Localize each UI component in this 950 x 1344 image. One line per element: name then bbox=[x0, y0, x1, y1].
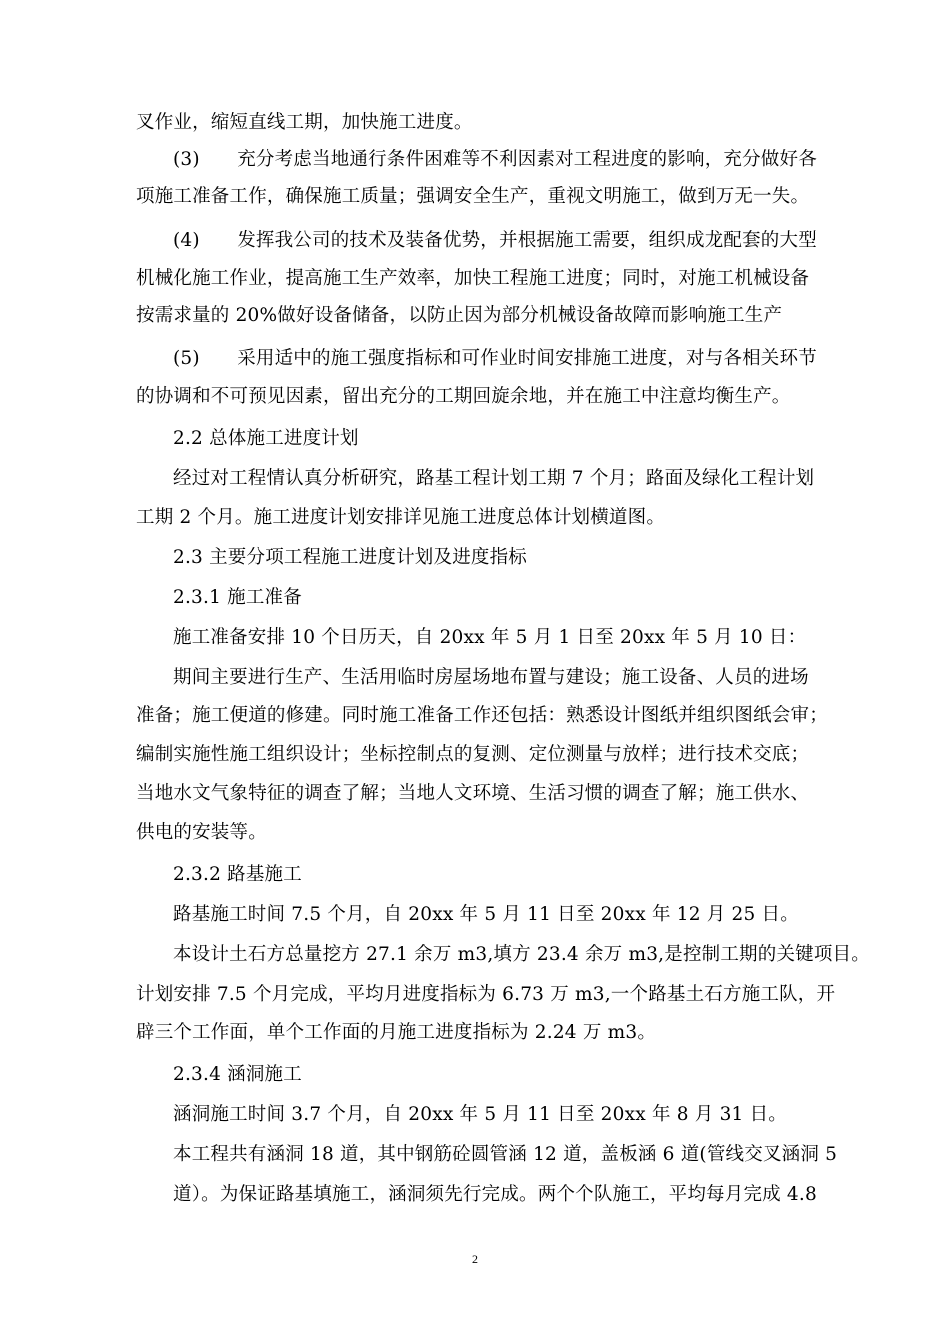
text-line: 准备；施工便道的修建。同时施工准备工作还包括：熟悉设计图纸并组织图纸会审； bbox=[136, 705, 828, 726]
text-line: 本设计土石方总量挖方 27.1 余万 m3,填方 23.4 余万 m3,是控制工期的关键项目。 bbox=[173, 944, 870, 965]
page-number: 2 bbox=[472, 1252, 478, 1266]
section-heading: 2.3.2 路基施工 bbox=[173, 864, 302, 885]
text-line: 机械化施工作业，提高施工生产效率，加快工程施工进度；同时，对施工机械设备 bbox=[136, 268, 810, 289]
text-line: 道）。为保证路基填施工，涵洞须先行完成。两个个队施工，平均每月完成 4.8 bbox=[173, 1184, 817, 1205]
text-line: 按需求量的 20%做好设备储备，以防止因为部分机械设备故障而影响施工生产 bbox=[136, 305, 783, 326]
text-line: 编制实施性施工组织设计；坐标控制点的复测、定位测量与放样；进行技术交底； bbox=[136, 744, 810, 765]
text-line: 当地水文气象特征的调查了解；当地人文环境、生活习惯的调查了解；施工供水、 bbox=[136, 783, 810, 804]
text-line: 项施工准备工作，确保施工质量；强调安全生产，重视文明施工，做到万无一失。 bbox=[136, 186, 810, 207]
section-heading: 2.3.1 施工准备 bbox=[173, 587, 302, 608]
text-line: 施工准备安排 10 个日历天，自 20xx 年 5 月 1 日至 20xx 年 5 月 10 日： bbox=[173, 627, 807, 648]
text-line: 辟三个工作面，单个工作面的月施工进度指标为 2.24 万 m3。 bbox=[136, 1022, 657, 1043]
text-line: 经过对工程情认真分析研究，路基工程计划工期 7 个月；路面及绿化工程计划 bbox=[173, 468, 815, 489]
text-line: 叉作业，缩短直线工期，加快施工进度。 bbox=[136, 112, 473, 133]
text-line: 的协调和不可预见因素，留出充分的工期回旋余地，并在施工中注意均衡生产。 bbox=[136, 386, 791, 407]
text-line: (4) 发挥我公司的技术及装备优势，并根据施工需要，组织成龙配套的大型 bbox=[173, 230, 817, 251]
text-line: (5) 采用适中的施工强度指标和可作业时间安排施工进度，对与各相关环节 bbox=[173, 348, 817, 369]
text-line: 涵洞施工时间 3.7 个月，自 20xx 年 5 月 11 日至 20xx 年 8 月 31 日。 bbox=[173, 1104, 787, 1125]
text-line: 路基施工时间 7.5 个月，自 20xx 年 5 月 11 日至 20xx 年 12 月 25 日。 bbox=[173, 904, 799, 925]
section-heading: 2.2 总体施工进度计划 bbox=[173, 428, 359, 449]
text-line: 本工程共有涵洞 18 道，其中钢筋砼圆管涵 12 道，盖板涵 6 道(管线交叉涵洞 5 bbox=[173, 1144, 838, 1165]
text-line: 计划安排 7.5 个月完成，平均月进度指标为 6.73 万 m3,一个路基土石方施工队，开 bbox=[136, 984, 836, 1005]
section-heading: 2.3.4 涵洞施工 bbox=[173, 1064, 302, 1085]
section-heading: 2.3 主要分项工程施工进度计划及进度指标 bbox=[173, 547, 528, 568]
text-line: (3) 充分考虑当地通行条件困难等不利因素对工程进度的影响，充分做好各 bbox=[173, 149, 817, 170]
text-line: 供电的安装等。 bbox=[136, 822, 267, 843]
text-line: 期间主要进行生产、生活用临时房屋场地布置与建设；施工设备、人员的进场 bbox=[173, 667, 809, 688]
text-line: 工期 2 个月。施工进度计划安排详见施工进度总体计划横道图。 bbox=[136, 507, 666, 528]
